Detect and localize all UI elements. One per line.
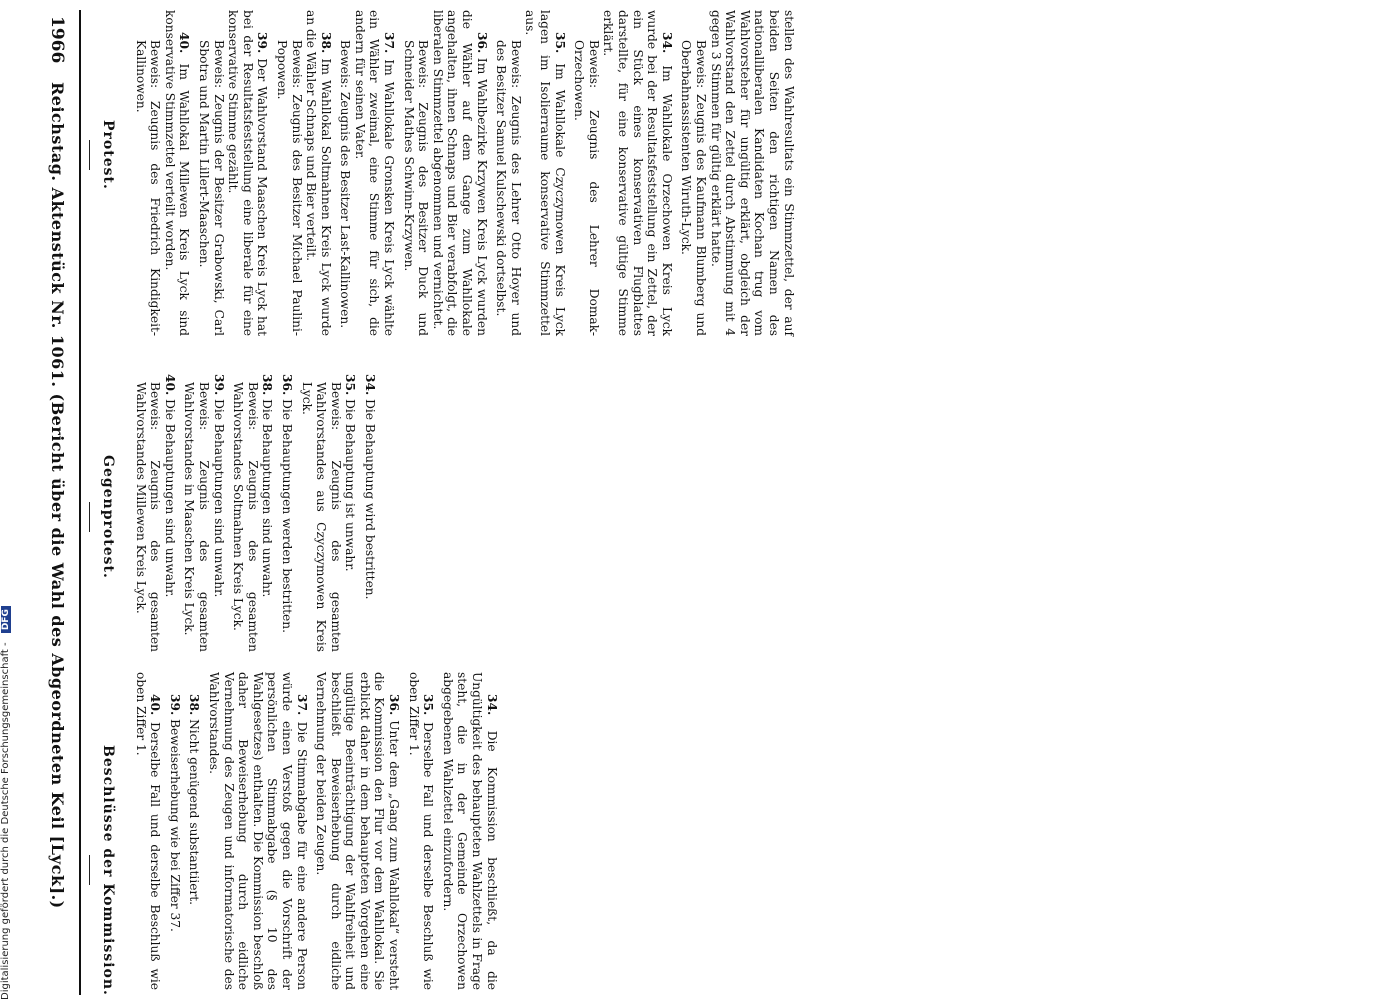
entry-number: 36. <box>387 694 402 716</box>
page-title: Reichstag. Aktenstück Nr. 1061. (Bericht über die Wahl des Abgeordneten Keil [Lyck].) <box>48 82 67 909</box>
entry-paragraph <box>206 672 308 990</box>
entry-text: stellen des Wahlresultats ein Stimmzettel, der auf beiden Seiten den richtigen Namen des nationalliberalen Kandidaten Kochan trug vom Wahlvorsteher für ungültig erklärt, obgleich der Wahlvorstand den Zettel durch Abstimmung mit 4 gegen 3 Stimmen für gültig erklärt hatte. <box>708 10 796 336</box>
entry-paragraph <box>362 352 377 652</box>
entry-text: Nicht genügend substantiiert. <box>187 719 202 906</box>
entry-number: 35. <box>552 32 567 54</box>
entry-text: Derselbe Fall und derselbe Beschluß wie oben Ziffer 1. <box>133 672 163 991</box>
entry-evidence: Beweis: Zeugnis des Lehrer Otto Hoyer und des Besitzer Samuel Kulschewski dortselbst. <box>494 40 523 336</box>
entry-text: Derselbe Fall und derselbe Beschluß wie oben Ziffer 1. <box>406 672 436 991</box>
entry-number: 36. <box>279 374 294 396</box>
entry-evidence: Beweis: Zeugnis des gesamten Wahlvorstandes in Maaschen Kreis Lyck. <box>182 382 211 652</box>
entry-text: Im Wahllokale Gronsken Kreis Lyck wählte ein Wähler zweimal, eine Stimme für sich, die andern für seinen Vater. <box>352 10 397 336</box>
entry-number: 40. <box>148 694 163 716</box>
entry-text: Die Behauptung ist unwahr. <box>343 399 358 572</box>
entry-text: Im Wahlbezirke Krzywen Kreis Lyck wurden die Wähler auf dem Gange zum Wahllokale angehalten, ihnen Schnaps und Bier verabfolgt, die liberalen Stimmzettel abgenommen und vernichtet. <box>430 10 489 336</box>
entry-paragraph <box>494 10 567 336</box>
entry-evidence: Beweis: Zeugnis des Friedrich Kindigkeit-Kallinowen. <box>133 40 163 336</box>
entry-evidence: Beweis: Zeugnis des Besitzer Duck und Schneider Mathes Schwinn-Krzywen. <box>401 40 431 336</box>
entry-number: 39. <box>211 374 226 396</box>
entry-number: 39. <box>255 32 270 54</box>
entry-text: Die Behauptung wird bestritten. <box>362 399 377 600</box>
entry-number: 36. <box>474 32 489 54</box>
entry-number: 37. <box>294 694 309 716</box>
entry-paragraph <box>679 10 796 336</box>
page-number: 1966 <box>47 16 67 64</box>
entry-text: Der Wahlvorstand Maaschen Kreis Lyck hat bei der Resultatsfeststellung eine liberale für eine konservative Stimme gezählt. <box>226 10 270 336</box>
page-header <box>27 0 67 1000</box>
entry-paragraph <box>133 10 191 336</box>
entry-paragraph <box>187 672 202 990</box>
protest-column <box>128 10 1258 336</box>
entry-evidence: Beweis: Zeugnis des Besitzer Michael Paulini-Popowen. <box>274 40 304 336</box>
entry-paragraph <box>572 10 674 336</box>
entry-text: Im Wahllokale Orzechowen Kreis Lyck wurde bei der Resultatsfeststellung ein Zettel, der ein Stück eines konservativen Flugblattes darstellte, für eine konservative gültige Stimme erklärt. <box>601 10 674 336</box>
entry-number: 34. <box>659 32 674 54</box>
entry-number: 35. <box>343 374 358 396</box>
entry-number: 38. <box>260 374 275 396</box>
entry-paragraph <box>231 352 275 652</box>
entry-paragraph <box>314 672 402 990</box>
entry-text: Im Wahllokal Soltmahnen Kreis Lyck wurde an die Wähler Schnaps und Bier verteilt. <box>304 10 333 336</box>
column-heading-protest: Protest. <box>89 120 116 190</box>
entry-evidence: Beweis: Zeugnis des Kaufmann Blumberg und Oberbahnassistenten Wiruth-Lyck. <box>679 40 708 336</box>
dfg-logo-badge: DFG <box>1 606 11 633</box>
entry-number: 40. <box>162 374 177 396</box>
entry-text: Die Behauptungen sind unwahr. <box>260 399 275 598</box>
entry-number: 39. <box>167 694 182 716</box>
footer <box>0 0 18 1000</box>
entry-text: Im Wahllokal Millewen Kreis Lyck sind konservative Stimmzettel verteilt worden. <box>162 10 192 336</box>
entry-text: Unter dem „Gang zum Wahllokal“ versteht die Kommission den Flur vor dem Wahllokal. Sie erblickt daher in dem behaupteten Vorgehen eine ungültige Beeinträchtigung der Wahlfreiheit und beschließt Beweiserhebung durch eidliche Vernehmung der beiden Zeugen. <box>314 672 402 991</box>
entry-text: Die Stimmabgabe für eine andere Person würde einen Verstoß gegen die Vorschrift der persönlichen Stimmabgabe (§ 10 des Wahlgesetzes) enthalten. Die Kommission beschloß daher Beweiserhebung durch eidliche Vernehmung des Zeugen und informatorische des Wahlvorstandes. <box>206 672 309 991</box>
entry-text: Die Kommission beschließt, da die Ungültigkeit des behaupteten Wahlzettels in Frage steht, die in der Gemeinde Orzechowen abgegebenen Wahlzettel einzufordern. <box>440 672 499 990</box>
entry-evidence: Beweis: Zeugnis des gesamten Wahlvorstandes aus Czyczymowen Kreis Lyck. <box>299 382 343 652</box>
entry-paragraph <box>182 352 226 652</box>
entry-text: Die Behauptungen sind unwahr. <box>211 399 226 598</box>
entry-paragraph <box>440 672 498 990</box>
entry-evidence: Beweis: Zeugnis des gesamten Wahlvorstandes Millewen Kreis Lyck. <box>133 382 163 652</box>
header-rule <box>79 10 81 995</box>
entry-number: 38. <box>187 694 202 716</box>
entry-paragraph <box>133 352 177 652</box>
entry-paragraph <box>401 10 489 336</box>
entry-paragraph <box>299 352 357 652</box>
entry-number: 37. <box>382 32 397 54</box>
entry-paragraph <box>167 672 182 990</box>
entry-text: Die Behauptungen werden bestritten. <box>279 399 294 633</box>
entry-evidence: Beweis: Zeugnis des gesamten Wahlvorstandes Soltmahnen Kreis Lyck. <box>231 382 260 652</box>
entry-paragraph <box>196 10 269 336</box>
entry-number: 34. <box>362 374 377 396</box>
beschluss-column <box>128 672 1258 990</box>
gegenprotest-column <box>128 352 1258 652</box>
entry-number: 38. <box>318 32 333 54</box>
entry-text: Die Behauptungen sind unwahr. <box>162 399 177 598</box>
entry-paragraph <box>338 10 396 336</box>
entry-number: 35. <box>421 694 436 716</box>
entry-text: Im Wahllokale Czyczymowen Kreis Lyck lagen im Isolierraume konservative Stimmzettel aus. <box>523 10 567 337</box>
entry-evidence: Beweis: Zeugnis des Lehrer Domak-Orzechowen. <box>572 40 601 336</box>
entry-paragraph <box>133 672 162 990</box>
entry-evidence: Beweis: Zeugnis der Besitzer Grabowski, Carl Sbotra und Martin Lillert-Maaschen. <box>196 40 226 336</box>
entry-paragraph <box>274 10 332 336</box>
entry-number: 40. <box>177 32 192 54</box>
column-heading-gegenprotest: Gegenprotest. <box>89 455 116 579</box>
entry-paragraph <box>279 352 294 652</box>
entry-evidence: Beweis: Zeugnis des Besitzer Last-Kallinowen. <box>338 40 353 329</box>
entry-text: Beweiserhebung wie bei Ziffer 37. <box>167 719 182 932</box>
entry-number: 34. <box>484 694 499 716</box>
footer-text: Digitalisierung gefördert durch die Deutsche Forschungsgemeinschaft - <box>0 642 11 1000</box>
entry-paragraph <box>406 672 435 990</box>
column-heading-beschluesse: Beschlüsse der Kommission. <box>89 745 116 996</box>
